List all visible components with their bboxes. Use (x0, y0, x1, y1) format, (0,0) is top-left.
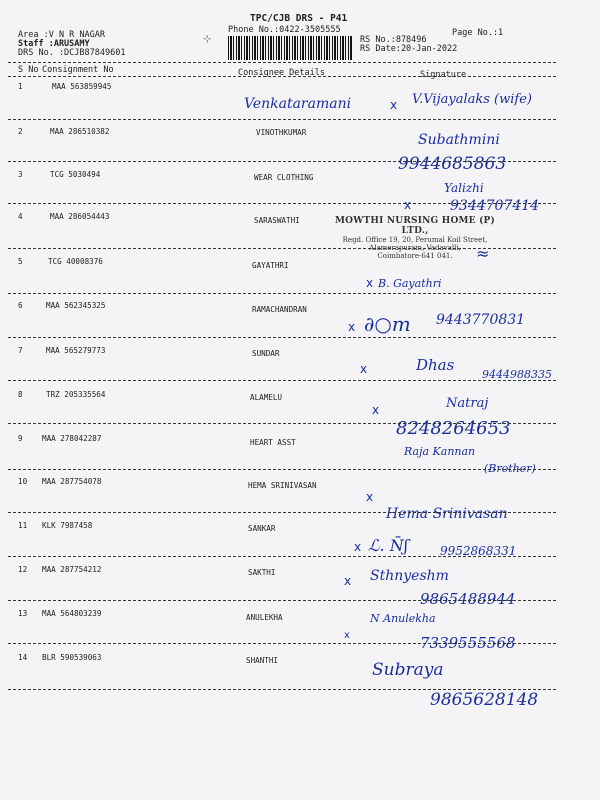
cross-mark-icon: x (366, 276, 374, 290)
sno: 7 (18, 346, 23, 355)
consignee-name: SUNDAR (252, 349, 280, 358)
handwritten-name: B. Gayathri (378, 277, 442, 290)
column-signature: Signature (420, 70, 467, 80)
row-divider (8, 337, 556, 338)
signature-scribble: ∂○m (364, 312, 411, 336)
row-divider (8, 248, 556, 249)
consignment-no: TCG 5030494 (50, 170, 101, 179)
cross-mark-icon: x (344, 630, 350, 641)
stamp-line: Alamerapuram, Vadavalli, (369, 244, 461, 252)
rs-number: RS No.:878496 (360, 35, 427, 45)
sno: 9 (18, 434, 23, 443)
handwritten-phone: 9443770831 (436, 312, 526, 328)
sno: 12 (18, 565, 28, 574)
consignment-no: MAA 564803239 (42, 609, 102, 618)
handwritten-name: Natraj (446, 396, 489, 411)
row-divider (8, 643, 556, 644)
cross-mark-icon: x (354, 540, 362, 554)
consignment-no: TRZ 205335564 (46, 390, 106, 399)
row-divider (8, 556, 556, 557)
header-bottom-divider (8, 76, 556, 77)
scan-mark-icon: ⊹ (203, 34, 212, 45)
handwritten-name: N Anulekha (370, 612, 436, 625)
handwritten-name: V.Vijayalaks (wife) (412, 92, 532, 107)
consignee-name: ANULEKHA (246, 613, 283, 622)
cross-mark-icon: x (404, 198, 412, 212)
drs-number: DRS No. :DCJB87849601 (18, 48, 126, 58)
sno: 2 (18, 127, 23, 136)
phone-number: Phone No.:0422-3505555 (228, 25, 341, 35)
sno: 10 (18, 477, 28, 486)
sno: 13 (18, 609, 28, 618)
handwritten-name: Yalizhi (444, 181, 484, 195)
handwritten-name: Subraya (372, 660, 444, 680)
handwritten-phone: 9944685863 (398, 154, 507, 174)
row-divider (8, 203, 556, 204)
sno: 4 (18, 212, 23, 221)
handwritten-note: (Brother) (484, 462, 536, 475)
row-divider (8, 161, 556, 162)
header-top-divider (8, 62, 556, 63)
consignee-name: WEAR CLOTHING (254, 173, 314, 182)
column-consignee: Consignee Details (238, 68, 325, 78)
signature-scribble: Sthnyeshm (370, 568, 449, 584)
cross-mark-icon: x (348, 320, 356, 334)
row-divider (8, 119, 556, 120)
stamp-line: Regd. Office 19, 20, Perumal Koil Street, (342, 236, 488, 244)
consignee-name: VINOTHKUMAR (256, 128, 307, 137)
sno: 1 (18, 82, 23, 91)
cross-mark-icon: x (366, 490, 374, 504)
handwritten-phone: 9344707414 (450, 198, 540, 214)
staff-label: Staff :ARUSAMY (18, 39, 90, 49)
consignee-name: SANKAR (248, 524, 276, 533)
handwritten-name: Raja Kannan (404, 445, 476, 458)
handwritten-phone: 9952868331 (440, 544, 517, 558)
sno: 6 (18, 301, 23, 310)
sno: 8 (18, 390, 23, 399)
consignee-name: HEART ASST (250, 438, 296, 447)
consignment-no: KLK 7987458 (42, 521, 93, 530)
handwritten-phone: 7339555568 (420, 634, 516, 652)
rs-date: RS Date:20-Jan-2022 (360, 44, 458, 54)
consignment-no: TCG 40008376 (48, 257, 103, 266)
consignee-name: SHANTHI (246, 656, 279, 665)
consignee-name: SARASWATHI (254, 216, 300, 225)
cross-mark-icon: x (344, 574, 352, 588)
consignee-name: GAYATHRI (252, 261, 289, 270)
column-consignment: Consignment No (42, 65, 114, 75)
handwritten-phone: 9865628148 (430, 690, 539, 710)
handwritten-phone: 8248264653 (396, 418, 511, 439)
row-divider (8, 689, 556, 690)
sno: 3 (18, 170, 23, 179)
cross-mark-icon: x (372, 403, 380, 417)
consignee-name: RAMACHANDRAN (252, 305, 307, 314)
signature-scribble-icon: ≈ (476, 244, 490, 263)
handwritten-name: Hema Srinivasan (386, 506, 508, 522)
cross-mark-icon: x (390, 98, 398, 112)
stamp-line: Coimbatore-641 041. (377, 252, 453, 260)
sno: 14 (18, 653, 28, 662)
sno: 11 (18, 521, 28, 530)
row-divider (8, 512, 556, 513)
consignee-name: HEMA SRINIVASAN (248, 481, 317, 490)
handwritten-name: Venkataramani (244, 96, 352, 112)
row-divider (8, 600, 556, 601)
consignment-no: MAA 286510382 (50, 127, 110, 136)
consignment-no: MAA 562345325 (46, 301, 106, 310)
barcode-icon (228, 36, 352, 60)
consignment-no: MAA 287754212 (42, 565, 102, 574)
consignment-no: MAA 565279773 (46, 346, 106, 355)
page-number: Page No.:1 (452, 28, 504, 38)
area-label: Area :V N R NAGAR (18, 30, 105, 40)
consignment-no: MAA 278042287 (42, 434, 102, 443)
document-title: TPC/CJB DRS - P41 (250, 13, 348, 24)
handwritten-name: Subathmini (418, 132, 500, 148)
handwritten-phone: 9865488944 (420, 590, 516, 608)
row-divider (8, 423, 556, 424)
stamp-line: MOWTHI NURSING HOME (P) LTD., (335, 216, 495, 236)
consignment-no: MAA 286054443 (50, 212, 110, 221)
row-divider (8, 469, 556, 470)
consignee-name: ALAMELU (250, 393, 283, 402)
handwritten-name: Dhas (416, 356, 455, 374)
handwritten-phone: 9444988335 (482, 368, 552, 381)
row-divider (8, 380, 556, 381)
consignment-no: MAA 287754078 (42, 477, 102, 486)
row-divider (8, 293, 556, 294)
column-sno: S No (18, 65, 39, 75)
consignment-no: MAA 563859945 (52, 82, 112, 91)
sno: 5 (18, 257, 23, 266)
consignment-no: BLR 590539063 (42, 653, 102, 662)
consignee-name: SAKTHI (248, 568, 276, 577)
signature-scribble: ℒ. N̄ʃ (368, 536, 409, 555)
cross-mark-icon: x (360, 362, 368, 376)
